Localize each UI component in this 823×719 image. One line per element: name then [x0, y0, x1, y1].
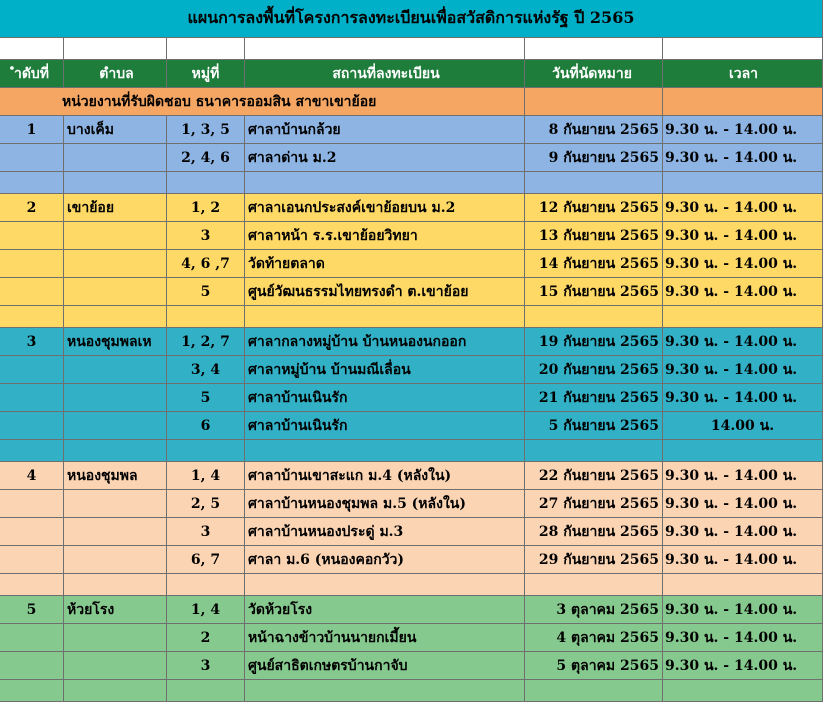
moo-cell: 3 [167, 652, 245, 680]
title-row [0, 0, 823, 38]
order-cell [0, 652, 64, 680]
subdistrict-cell [64, 518, 167, 546]
time-cell: 9.30 น. - 14.00 น. [663, 222, 823, 250]
place-cell: ศาลาหน้า ร.ร.เขาย้อยวิทยา [245, 222, 525, 250]
moo-cell: 1, 2, 7 [167, 328, 245, 356]
date-cell: 4 ตุลาคม 2565 [525, 624, 663, 652]
order-cell: 1 [0, 116, 64, 144]
table-row [0, 144, 823, 172]
table-row [0, 384, 823, 412]
spacer-row [0, 680, 823, 702]
order-cell [0, 222, 64, 250]
date-cell: 9 กันยายน 2565 [525, 144, 663, 172]
time-cell: 9.30 น. - 14.00 น. [663, 356, 823, 384]
subdistrict-cell: เขาย้อย [64, 194, 167, 222]
subdistrict-cell [64, 278, 167, 306]
order-cell [0, 278, 64, 306]
subdistrict-cell [64, 624, 167, 652]
date-cell: 29 กันยายน 2565 [525, 546, 663, 574]
spacer-row [0, 172, 823, 194]
table-row [0, 116, 823, 144]
agency-row [0, 88, 823, 116]
order-cell: 5 [0, 596, 64, 624]
table-row [0, 222, 823, 250]
subdistrict-cell [64, 222, 167, 250]
date-cell: 28 กันยายน 2565 [525, 518, 663, 546]
time-cell: 9.30 น. - 14.00 น. [663, 250, 823, 278]
time-cell: 14.00 น. [663, 412, 823, 440]
moo-cell: 1, 4 [167, 462, 245, 490]
spacer-row [0, 574, 823, 596]
place-cell: ศูนย์สาธิตเกษตรบ้านกาจับ [245, 652, 525, 680]
date-cell: 5 ตุลาคม 2565 [525, 652, 663, 680]
date-cell: 20 กันยายน 2565 [525, 356, 663, 384]
moo-cell: 5 [167, 278, 245, 306]
time-cell: 9.30 น. - 14.00 น. [663, 624, 823, 652]
header-place: สถานที่ลงทะเบียน [245, 60, 525, 88]
time-cell: 9.30 น. - 14.00 น. [663, 490, 823, 518]
time-cell: 9.30 น. - 14.00 น. [663, 116, 823, 144]
place-cell: ศาลาด่าน ม.2 [245, 144, 525, 172]
order-cell [0, 518, 64, 546]
time-cell: 9.30 น. - 14.00 น. [663, 144, 823, 172]
place-cell: ศาลาหมู่บ้าน บ้านมณีเลื่อน [245, 356, 525, 384]
time-cell: 9.30 น. - 14.00 น. [663, 328, 823, 356]
blank-row [0, 38, 823, 60]
table-row [0, 624, 823, 652]
subdistrict-cell: ห้วยโรง [64, 596, 167, 624]
moo-cell: 1, 2 [167, 194, 245, 222]
table-row [0, 328, 823, 356]
subdistrict-cell [64, 546, 167, 574]
place-cell: วัดห้วยโรง [245, 596, 525, 624]
place-cell: ศาลา ม.6 (หนองคอกวัว) [245, 546, 525, 574]
subdistrict-cell [64, 144, 167, 172]
date-cell: 13 กันยายน 2565 [525, 222, 663, 250]
table-row [0, 546, 823, 574]
subdistrict-cell: บางเค็ม [64, 116, 167, 144]
subdistrict-cell [64, 412, 167, 440]
date-cell: 15 กันยายน 2565 [525, 278, 663, 306]
date-cell: 12 กันยายน 2565 [525, 194, 663, 222]
subdistrict-cell [64, 356, 167, 384]
subdistrict-cell [64, 384, 167, 412]
table-row [0, 278, 823, 306]
header-row [0, 60, 823, 88]
place-cell: ศาลาบ้านเขาสะแก ม.4 (หลังใน) [245, 462, 525, 490]
table-row [0, 250, 823, 278]
order-cell [0, 412, 64, 440]
subdistrict-cell: หนองชุมพลเห [64, 328, 167, 356]
moo-cell: 2, 5 [167, 490, 245, 518]
order-cell: 3 [0, 328, 64, 356]
place-cell: ศาลาบ้านหนองชุมพล ม.5 (หลังใน) [245, 490, 525, 518]
date-cell: 8 กันยายน 2565 [525, 116, 663, 144]
order-cell: 4 [0, 462, 64, 490]
moo-cell: 1, 4 [167, 596, 245, 624]
header-order: ำดับที่ [0, 60, 64, 88]
subdistrict-cell: หนองชุมพล [64, 462, 167, 490]
moo-cell: 1, 3, 5 [167, 116, 245, 144]
date-cell: 14 กันยายน 2565 [525, 250, 663, 278]
subdistrict-cell [64, 652, 167, 680]
date-cell: 5 กันยายน 2565 [525, 412, 663, 440]
order-cell [0, 546, 64, 574]
order-cell [0, 624, 64, 652]
table-row [0, 356, 823, 384]
place-cell: ศาลาบ้านหนองประดู่ ม.3 [245, 518, 525, 546]
place-cell: หน้าฉางข้าวบ้านนายกเมี้ยน [245, 624, 525, 652]
date-cell: 21 กันยายน 2565 [525, 384, 663, 412]
place-cell: ศาลาบ้านเนินรัก [245, 384, 525, 412]
spacer-row [0, 440, 823, 462]
moo-cell: 4, 6 ,7 [167, 250, 245, 278]
header-moo: หมู่ที่ [167, 60, 245, 88]
date-cell: 3 ตุลาคม 2565 [525, 596, 663, 624]
order-cell: 2 [0, 194, 64, 222]
table-row [0, 194, 823, 222]
date-cell: 19 กันยายน 2565 [525, 328, 663, 356]
table-row [0, 462, 823, 490]
place-cell: ศาลากลางหมู่บ้าน บ้านหนองนกออก [245, 328, 525, 356]
subdistrict-cell [64, 250, 167, 278]
time-cell: 9.30 น. - 14.00 น. [663, 652, 823, 680]
place-cell: วัดท้ายตลาด [245, 250, 525, 278]
table-row [0, 596, 823, 624]
agency-note: หน่วยงานที่รับผิดชอบ ธนาคารออมสิน สาขาเขาย้อย [0, 88, 525, 116]
moo-cell: 6, 7 [167, 546, 245, 574]
time-cell: 9.30 น. - 14.00 น. [663, 546, 823, 574]
moo-cell: 5 [167, 384, 245, 412]
time-cell: 9.30 น. - 14.00 น. [663, 278, 823, 306]
order-cell [0, 356, 64, 384]
page-title: แผนการลงพื้นที่โครงการลงทะเบียนเพื่อสวัสดิการแห่งรัฐ ปี 2565 [0, 0, 823, 38]
spacer-row [0, 306, 823, 328]
header-time: เวลา [663, 60, 823, 88]
place-cell: ศาลาบ้านเนินรัก [245, 412, 525, 440]
date-cell: 22 กันยายน 2565 [525, 462, 663, 490]
place-cell: ศาลาบ้านกล้วย [245, 116, 525, 144]
order-cell [0, 490, 64, 518]
moo-cell: 3 [167, 518, 245, 546]
time-cell: 9.30 น. - 14.00 น. [663, 518, 823, 546]
table-row [0, 412, 823, 440]
subdistrict-cell [64, 490, 167, 518]
place-cell: ศูนย์วัฒนธรรมไทยทรงดำ ต.เขาย้อย [245, 278, 525, 306]
moo-cell: 6 [167, 412, 245, 440]
header-date: วันที่นัดหมาย [525, 60, 663, 88]
header-subdistrict: ตำบล [64, 60, 167, 88]
date-cell: 27 กันยายน 2565 [525, 490, 663, 518]
table-row [0, 652, 823, 680]
place-cell: ศาลาเอนกประสงค์เขาย้อยบน ม.2 [245, 194, 525, 222]
order-cell [0, 384, 64, 412]
moo-cell: 3 [167, 222, 245, 250]
order-cell [0, 250, 64, 278]
table-row [0, 518, 823, 546]
moo-cell: 2, 4, 6 [167, 144, 245, 172]
table-row [0, 490, 823, 518]
order-cell [0, 144, 64, 172]
time-cell: 9.30 น. - 14.00 น. [663, 462, 823, 490]
time-cell: 9.30 น. - 14.00 น. [663, 384, 823, 412]
time-cell: 9.30 น. - 14.00 น. [663, 194, 823, 222]
moo-cell: 3, 4 [167, 356, 245, 384]
time-cell: 9.30 น. - 14.00 น. [663, 596, 823, 624]
moo-cell: 2 [167, 624, 245, 652]
